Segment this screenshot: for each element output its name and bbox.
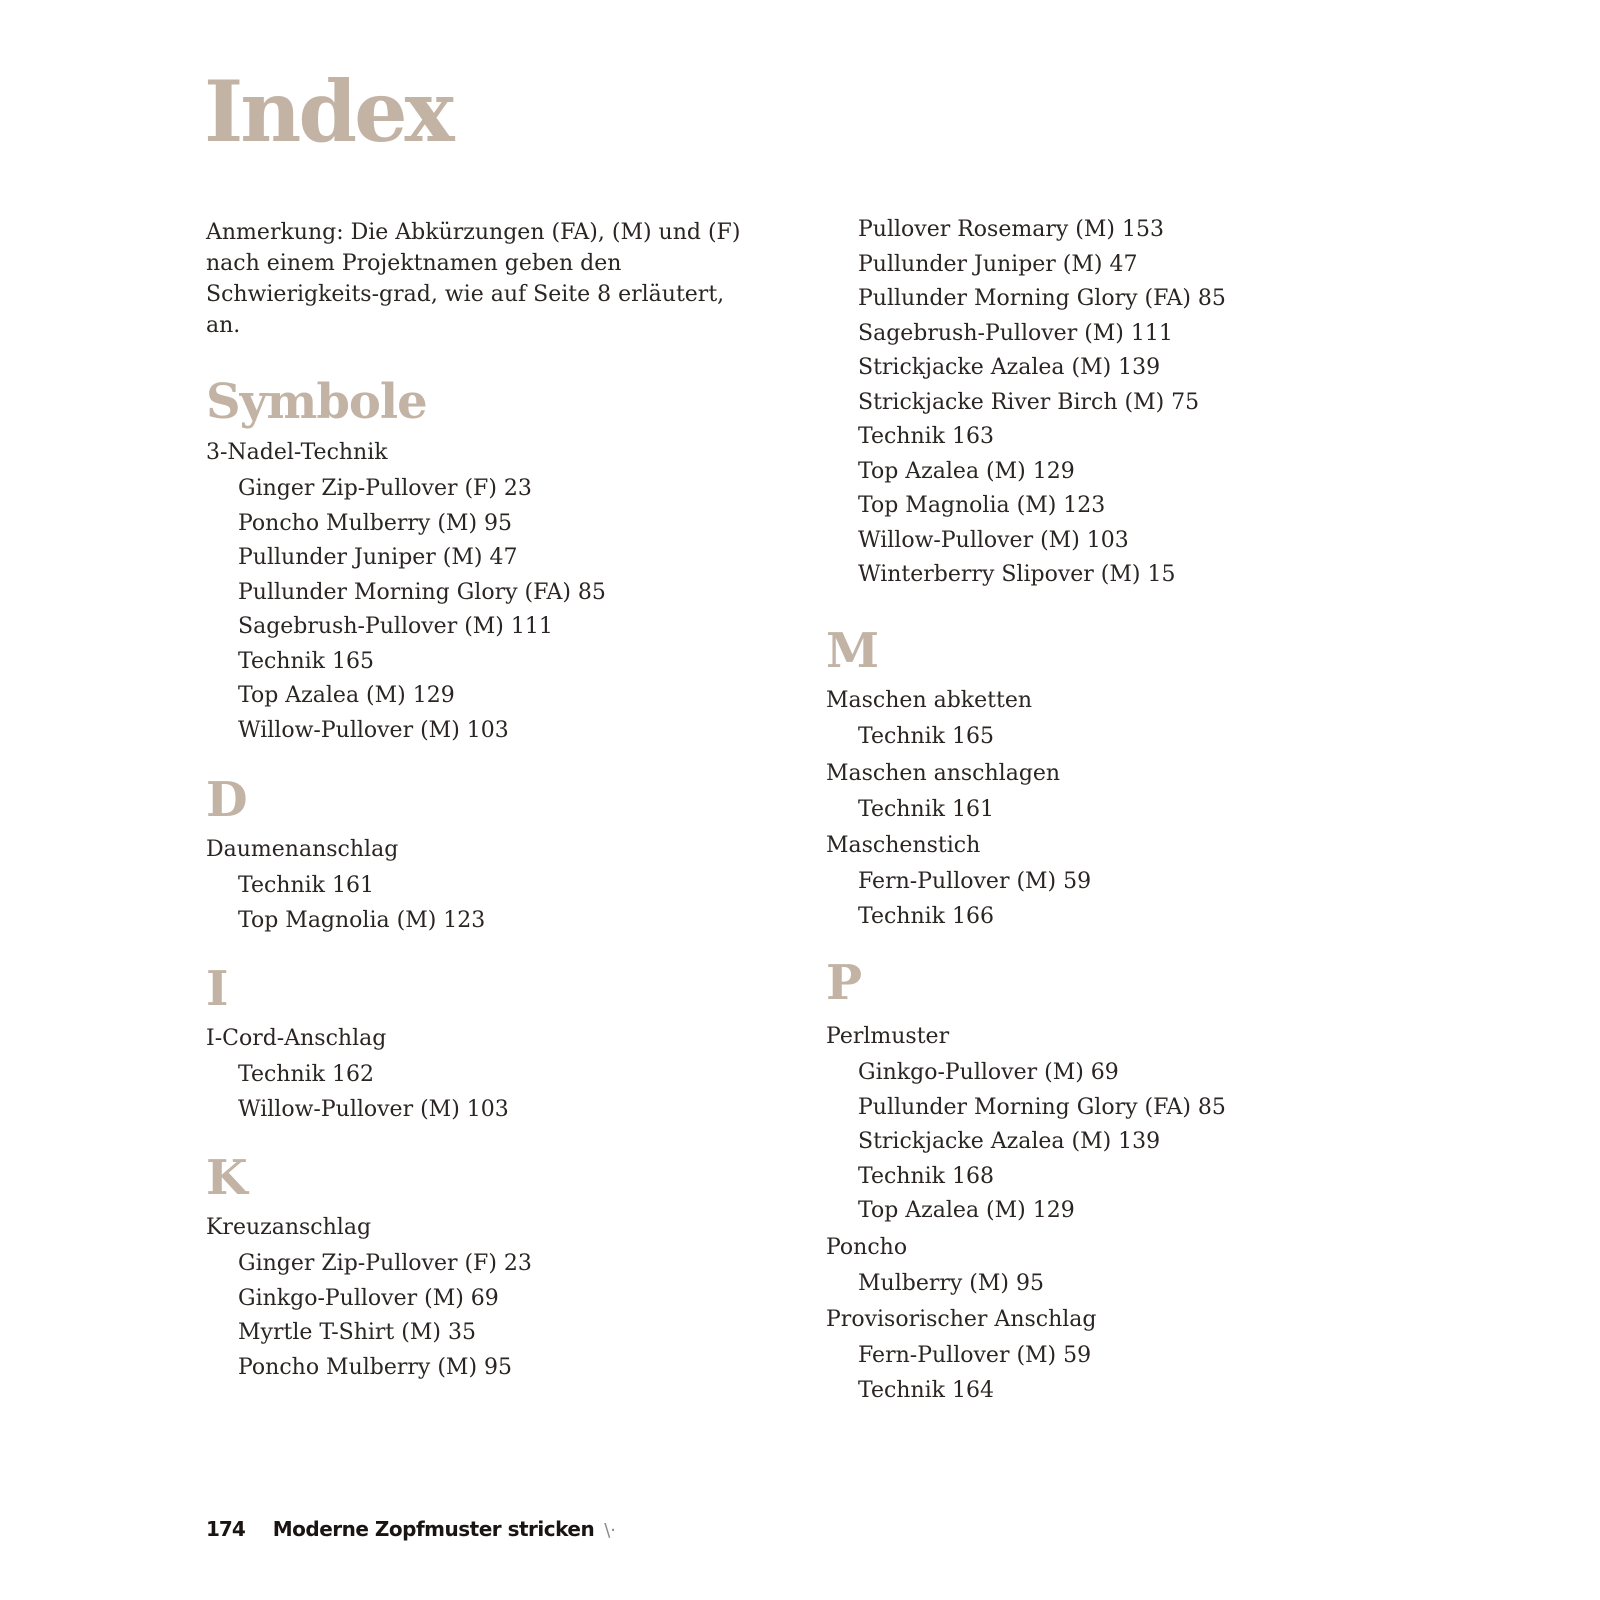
index-sub-entry: Technik 168: [858, 1163, 994, 1189]
index-sub-entry: Ginkgo-Pullover (M) 69: [238, 1285, 499, 1311]
index-main-entry: Maschen abketten: [826, 688, 1033, 713]
index-sub-entry: Top Azalea (M) 129: [858, 458, 1075, 484]
index-sub-entry: Pullover Rosemary (M) 153: [858, 217, 1164, 242]
index-main-entry: Maschen anschlagen: [826, 760, 1061, 786]
index-sub-entry: Top Magnolia (M) 123: [238, 907, 486, 933]
index-sub-entry: Strickjacke Azalea (M) 139: [858, 355, 1161, 380]
index-sub-entry: Technik 164: [858, 1377, 994, 1403]
page-footer: [206, 1516, 616, 1544]
index-main-entry: Provisorischer Anschlag: [826, 1307, 1097, 1332]
index-main-entry: Kreuzanschlag: [206, 1215, 372, 1240]
section-heading-k: K: [206, 1150, 247, 1206]
section-heading-m: M: [826, 623, 879, 679]
page-title: Index: [204, 62, 452, 161]
index-sub-entry: Top Azalea (M) 129: [238, 683, 455, 708]
section-heading-i: I: [206, 961, 228, 1017]
index-sub-entry: Technik 165: [238, 648, 374, 674]
entry-list-symbole: [206, 434, 606, 748]
index-main-entry: Daumenanschlag: [206, 837, 399, 862]
entry-list-continued: [826, 213, 1226, 593]
section-heading-symbole: Symbole: [206, 374, 427, 430]
index-main-entry: Perlmuster: [826, 1024, 950, 1049]
index-sub-entry: Technik 163: [858, 424, 994, 449]
entry-list-d: [206, 831, 485, 938]
index-sub-entry: Pullunder Morning Glory (FA) 85: [858, 286, 1226, 311]
index-main-entry: Poncho: [826, 1234, 908, 1260]
index-sub-entry: Winterberry Slipover (M) 15: [858, 562, 1176, 587]
index-sub-entry: Pullunder Juniper (M) 47: [858, 251, 1138, 277]
index-sub-entry: Mulberry (M) 95: [858, 1270, 1044, 1296]
section-heading-p: P: [826, 955, 862, 1011]
entry-list-p: [826, 1018, 1226, 1408]
index-main-entry: Maschenstich: [826, 833, 981, 858]
entry-list-m: [826, 682, 1091, 934]
index-sub-entry: Sagebrush-Pullover (M) 111: [858, 320, 1173, 346]
index-sub-entry: Willow-Pullover (M) 103: [238, 1096, 509, 1122]
index-sub-entry: Fern-Pullover (M) 59: [858, 869, 1092, 894]
index-sub-entry: Pullunder Morning Glory (FA) 85: [858, 1094, 1226, 1120]
entry-list-k: [206, 1209, 532, 1385]
index-sub-entry: Ginger Zip-Pullover (F) 23: [238, 1251, 532, 1276]
index-sub-entry: Strickjacke River Birch (M) 75: [858, 389, 1200, 415]
index-sub-entry: Ginkgo-Pullover (M) 69: [858, 1060, 1119, 1085]
index-sub-entry: Myrtle T-Shirt (M) 35: [238, 1320, 476, 1345]
index-main-entry: I-Cord-Anschlag: [206, 1026, 387, 1051]
index-sub-entry: Fern-Pullover (M) 59: [858, 1343, 1092, 1368]
index-sub-entry: Top Azalea (M) 129: [858, 1198, 1075, 1223]
index-sub-entry: Pullunder Morning Glory (FA) 85: [238, 579, 606, 605]
section-heading-d: D: [206, 772, 247, 828]
page-number: 174: [206, 1517, 245, 1541]
index-sub-entry: Technik 165: [858, 724, 994, 749]
footer-mark: \·: [604, 1520, 616, 1541]
index-sub-entry: Sagebrush-Pullover (M) 111: [238, 614, 553, 639]
index-sub-entry: Pullunder Juniper (M) 47: [238, 545, 518, 570]
index-sub-entry: Technik 161: [858, 796, 994, 822]
index-sub-entry: Top Magnolia (M) 123: [858, 493, 1106, 518]
abbreviation-note: Anmerkung: Die Abkürzungen (FA), (M) und (F) nach einem Projektnamen geben den Schwierigkeits-grad, wie auf Seite 8 erläutert, an.: [206, 220, 741, 338]
index-sub-entry: Willow-Pullover (M) 103: [858, 527, 1129, 553]
index-sub-entry: Strickjacke Azalea (M) 139: [858, 1129, 1161, 1154]
index-sub-entry: Ginger Zip-Pullover (F) 23: [238, 476, 532, 501]
index-sub-entry: Willow-Pullover (M) 103: [238, 717, 509, 743]
index-sub-entry: Technik 166: [858, 903, 994, 929]
book-title: Moderne Zopfmuster stricken: [272, 1517, 595, 1541]
index-sub-entry: Poncho Mulberry (M) 95: [238, 510, 513, 536]
entry-list-i: [206, 1020, 509, 1127]
index-main-entry: 3-Nadel-Technik: [206, 440, 388, 465]
index-sub-entry: Technik 162: [238, 1062, 374, 1087]
index-sub-entry: Poncho Mulberry (M) 95: [238, 1354, 513, 1380]
index-sub-entry: Technik 161: [238, 873, 374, 898]
